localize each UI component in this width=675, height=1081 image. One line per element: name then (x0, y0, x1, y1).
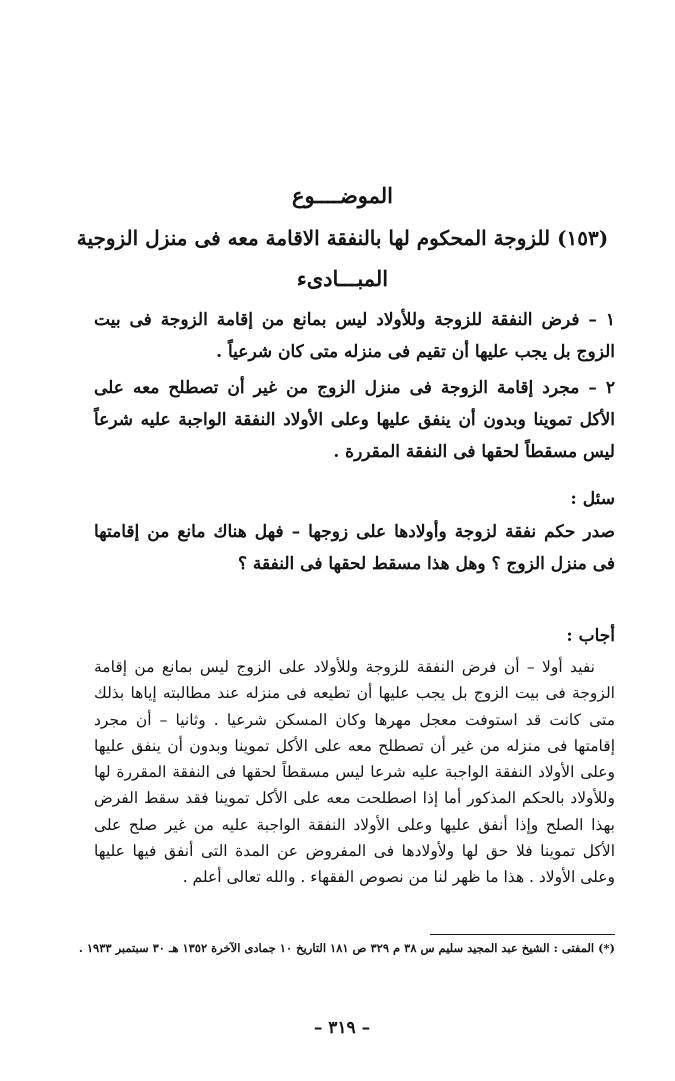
principles-heading: المبـــادىء (296, 266, 389, 291)
footnote-divider (430, 934, 615, 935)
topic-title: (١٥٣) للزوجة المحكوم لها بالنفقة الاقامة معه فى منزل الزوجية (76, 226, 609, 250)
principle-1: ١ – فرض النفقة للزوجة وللأولاد ليس بمانع من إقامة الزوجة فى بيت الزوج بل يجب عليها أن تقيم فى منزله متى كان شرعياً . (94, 310, 615, 362)
answer-label: أجاب : (566, 626, 615, 646)
principle-2: ٢ – مجرد إقامة الزوجة فى منزل الزوج من غير أن تصطلح معه على الأكل تموينا وبدون أن ينفق عليها وعلى الأولاد النفقة الواجبة عليه شرعاً ليس مسقطاً لحقها فى النفقة المقررة . (94, 378, 615, 462)
question-text: صدر حكم نفقة لزوجة وأولادها على زوجها – فهل هناك مانع من إقامتها فى منزل الزوج ؟ وهل هذا مسقط لحقها فى النفقة ؟ (94, 522, 615, 574)
page-number: – ٣١٩ – (313, 1018, 371, 1038)
answer-text: نفيد أولا – أن فرض النفقة للزوجة وللأولاد على الزوج ليس بمانع من إقامة الزوجة فى بيت الزوج بل يجب عليها أن تطيعه فى منزله عند مطالبته إياها بذلك متى كانت قد استوفت معجل مهرها وكان المسكن شرعيا . وثانيا – أن مجرد إقامتها فى منزله من غير أن تصطلح معه على الأكل تموينا وبدون أن ينفق عليها وعلى الأولاد النفقة الواجبة عليه شرعا ليس مسقطاً لحقها فى النفقة المقررة لها وللأولاد بالحكم المذكور أما إذا اصطلحت معه على الأكل تموينا فقد سقط الفرض بهذا الصلح وإذا أنفق عليها وعلى الأولاد النفقة الواجبة عليه من غير صلح على الأكل تموينا فلا حق لها ولأولادها فى المفروض عن المدة التى أنفق فيها عليها وعلى الأولاد . هذا ما ظهر لنا من نصوص الفقهاء . والله تعالى أعلم . (94, 658, 615, 887)
question-label: سئل : (570, 489, 615, 509)
topic-heading: الموضــــوع (291, 183, 394, 208)
footnote: (*) المفتى : الشيخ عبد المجيد سليم س ٣٨ م ٣٢٩ ص ١٨١ التاريخ ١٠ جمادى الآخرة ١٣٥٢ هـ ٣٠ سبتمبر ١٩٣٣ . (78, 941, 615, 955)
